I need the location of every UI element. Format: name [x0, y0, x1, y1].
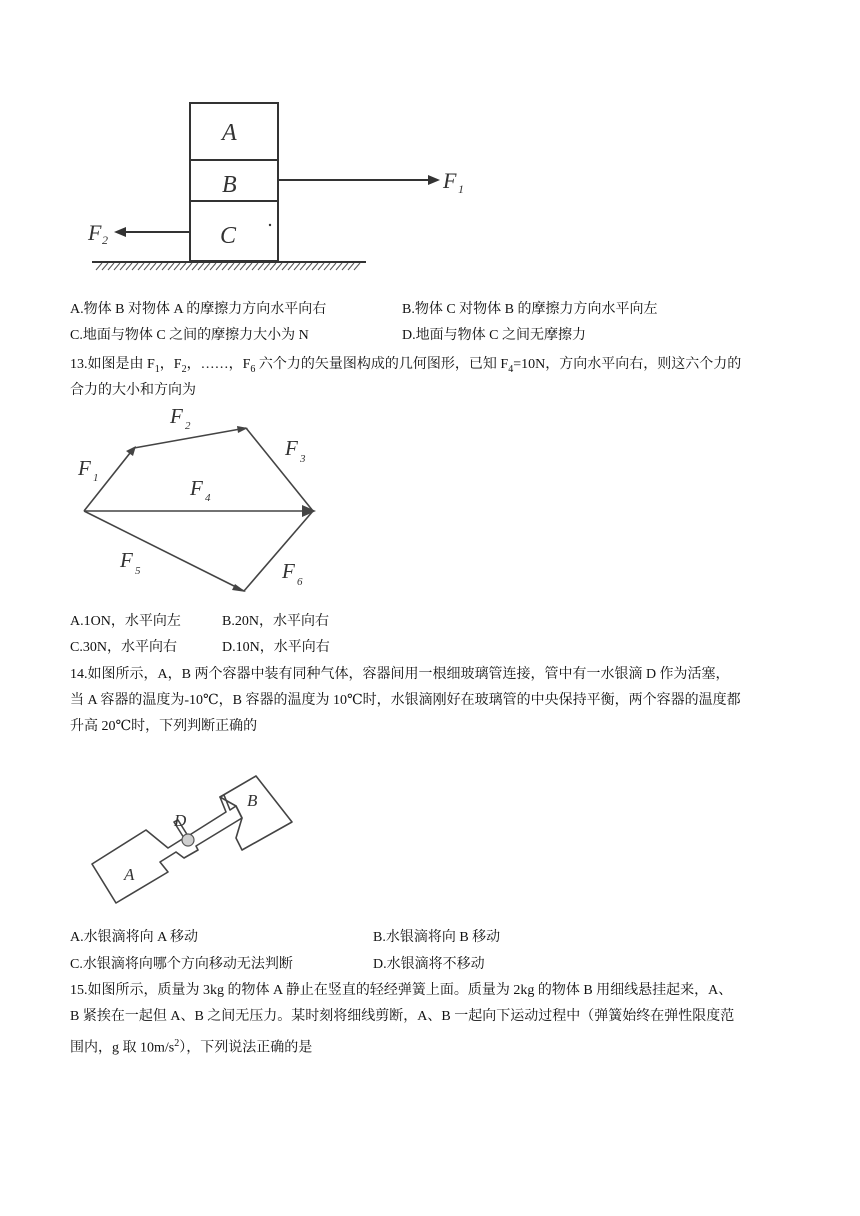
f4-vector-label: F: [190, 476, 203, 500]
q13-option-a[interactable]: A.1ON，水平向左: [70, 614, 181, 629]
container-a-and-tube: [92, 795, 242, 903]
q13-stem-sub3: 6: [250, 363, 256, 375]
q13-stem-line2: 合力的大小和方向为: [70, 383, 196, 398]
q14-option-c[interactable]: C.水银滴将向哪个方向移动无法判断: [70, 957, 293, 972]
container-b: [220, 776, 292, 850]
q12-option-d[interactable]: D.地面与物体 C 之间无摩擦力: [402, 328, 586, 343]
f6-vector-label-sub: 6: [297, 576, 303, 588]
f1-vector-head: [126, 446, 136, 456]
f3-vector: [246, 428, 313, 511]
block-b-label: B: [222, 172, 237, 198]
q14-option-b[interactable]: B.水银滴将向 B 移动: [373, 930, 501, 945]
ground-hatch: [96, 263, 360, 270]
f1-vector-label: F: [78, 456, 91, 480]
q14-stem-line2: 当 A 容器的温度为-10℃，B 容器的温度为 10℃时，水银滴刚好在玻璃管的中央保持平衡，两个容器的温度都: [70, 693, 741, 708]
q15-stem-line1: 15.如图所示，质量为 3kg 的物体 A 静止在竖直的轻经弹簧上面。质量为 2kg 的物体 B 用细线悬挂起来，A、: [70, 983, 733, 998]
q13-stem-part1: 13.如图是由 F: [70, 357, 155, 372]
block-a-label: A: [222, 120, 237, 146]
f6-vector-label: F: [282, 559, 295, 583]
q14-stem-line3: 升高 20℃时，下列判断正确的: [70, 719, 258, 734]
q15-stem-line3-part2: ），下列说法正确的是: [179, 1040, 313, 1056]
q13-stem-part3: ，……，F: [186, 357, 251, 372]
f1-label: F: [443, 168, 457, 193]
q14-option-d[interactable]: D.水银滴将不移动: [373, 957, 485, 972]
f3-vector-label: F: [285, 436, 298, 460]
f2-vector-label: F: [170, 404, 183, 428]
f2-arrowhead: [114, 227, 126, 237]
q15-stem-line3-part1: 围内，g 取 10m/s: [70, 1040, 175, 1056]
mercury-drop: [182, 834, 194, 846]
f2-label-sub: 2: [102, 233, 108, 247]
f2-label: F: [88, 220, 102, 245]
f2-vector-label-sub: 2: [185, 420, 191, 432]
q14-stem-line1: 14.如图所示，A，B 两个容器中装有同种气体，容器间用一根细玻璃管连接，管中有一水银滴 D 作为活塞，: [70, 667, 730, 682]
q13-stem-part2: ，F: [159, 357, 182, 372]
q15-stem-line3-sup: 2: [174, 1038, 180, 1049]
mercury-drop-label: D: [174, 811, 187, 830]
q14-option-a[interactable]: A.水银滴将向 A 移动: [70, 930, 198, 945]
f1-vector: [84, 448, 134, 511]
f5-vector: [84, 511, 244, 591]
f1-label-sub: 1: [458, 182, 464, 196]
container-b-label: B: [247, 791, 258, 810]
q13-stem-sub2: 2: [181, 363, 187, 375]
f5-vector-label: F: [120, 548, 133, 572]
q14-containers-figure: [70, 745, 330, 915]
q13-stem-sub4: 4: [508, 363, 514, 375]
f6-vector: [244, 511, 313, 591]
q13-option-d[interactable]: D.10N，水平向右: [222, 640, 330, 655]
q13-stem-sub1: 1: [154, 363, 160, 375]
f5-vector-label-sub: 5: [135, 565, 141, 577]
q13-vector-figure: [0, 0, 860, 200]
q12-option-b[interactable]: B.物体 C 对物体 B 的摩擦力方向水平向左: [402, 302, 658, 317]
q13-stem-part5: =10N，方向水平向右，则这六个力的: [513, 357, 742, 372]
q13-option-c[interactable]: C.30N，水平向右: [70, 640, 177, 655]
q13-stem-line1: [70, 355, 741, 380]
q12-option-c[interactable]: C.地面与物体 C 之间的摩擦力大小为 N: [70, 328, 309, 343]
q12-option-a[interactable]: A.物体 B 对物体 A 的摩擦力方向水平向右: [70, 302, 327, 317]
f3-vector-label-sub: 3: [300, 453, 306, 465]
q15-stem-line2: B 紧挨在一起但 A、B 之间无压力。某时刻将细线剪断，A、B 一起向下运动过程中（弹簧始终在弹性限度范: [70, 1009, 735, 1024]
f1-vector-label-sub: 1: [93, 472, 99, 484]
block-c-dot: [269, 224, 271, 226]
q13-force-diagram: [70, 405, 330, 605]
q13-option-b[interactable]: B.20N，水平向右: [222, 614, 329, 629]
q15-stem-line3: [70, 1034, 312, 1059]
q13-stem-part4: 六个力的矢量图构成的几何图形，已知 F: [255, 357, 509, 372]
container-a-label: A: [124, 865, 135, 884]
block-c-label: C: [220, 223, 237, 249]
f4-vector-label-sub: 4: [205, 492, 211, 504]
